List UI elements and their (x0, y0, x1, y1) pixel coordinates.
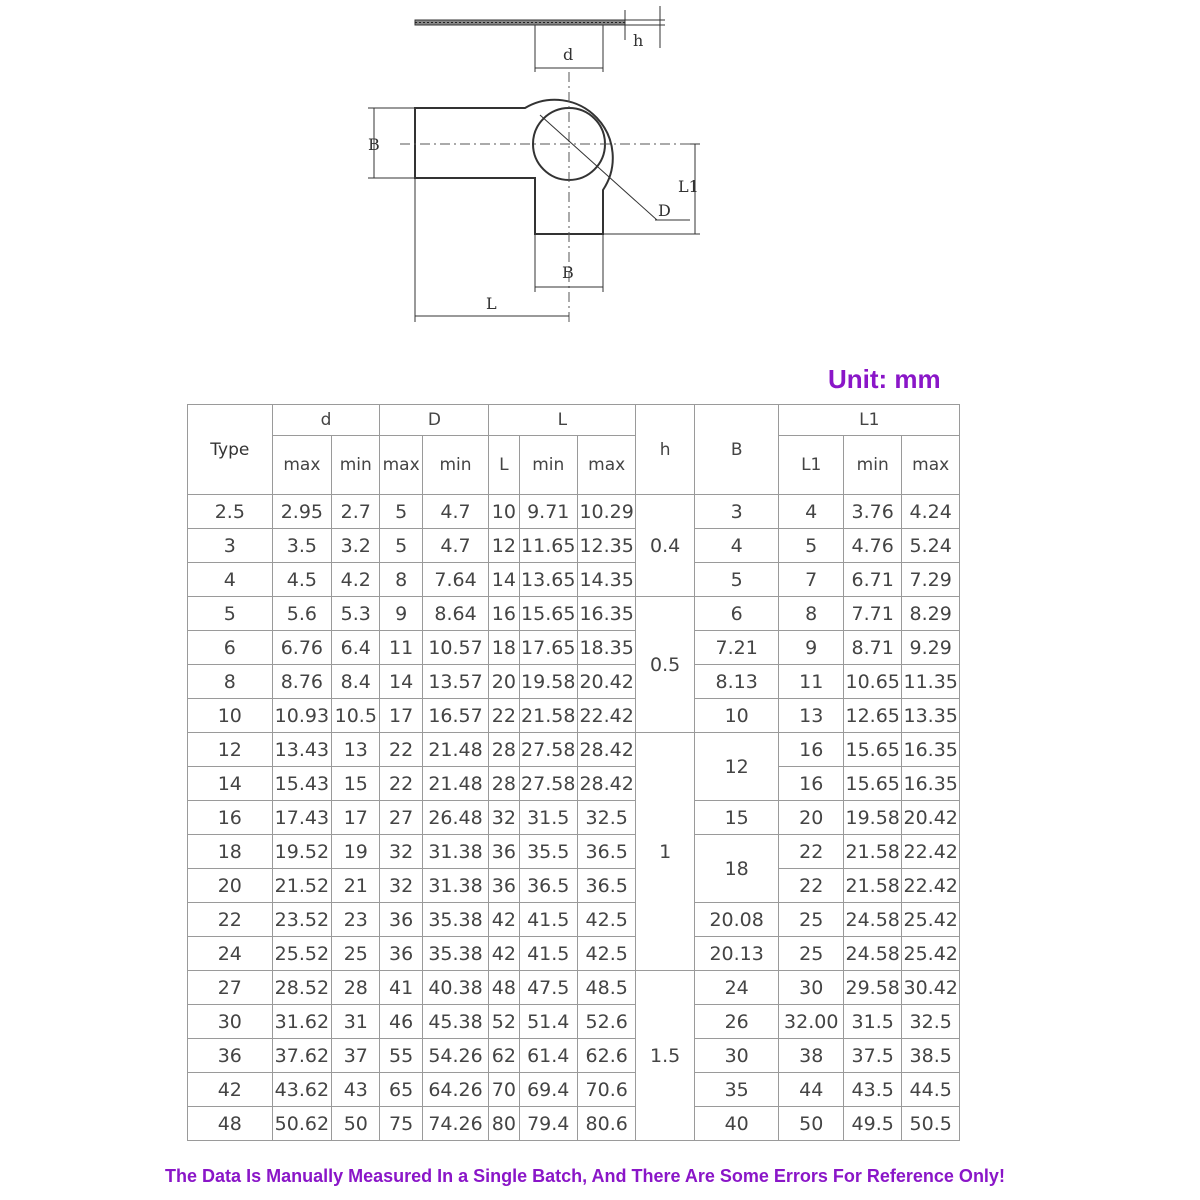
cell-D-min: 31.38 (422, 835, 489, 869)
cell-L1-min: 4.76 (843, 529, 901, 563)
subheader-d-max: max (272, 436, 331, 495)
cell-L1: 44 (779, 1073, 843, 1107)
cell-L: 12 (489, 529, 519, 563)
table-row (188, 801, 960, 835)
cell-L1-min: 21.58 (843, 835, 901, 869)
cell-L-max: 32.5 (577, 801, 635, 835)
cell-L1-max: 4.24 (902, 495, 960, 529)
cell-L1-max: 25.42 (902, 903, 960, 937)
cell-type: 20 (188, 869, 273, 903)
D-leader (540, 115, 657, 220)
subheader-D-max: max (380, 436, 422, 495)
header-h: h (636, 405, 694, 495)
cell-L-min: 69.4 (519, 1073, 577, 1107)
cell-L: 62 (489, 1039, 519, 1073)
cell-d-max: 23.52 (272, 903, 331, 937)
cell-L1: 20 (779, 801, 843, 835)
footer-note: The Data Is Manually Measured In a Single Batch, And There Are Some Errors For Reference Only! (165, 1166, 1005, 1186)
cell-L1-min: 24.58 (843, 937, 901, 971)
cell-D-max: 22 (380, 767, 422, 801)
cell-L-max: 14.35 (577, 563, 635, 597)
cell-d-min: 50 (332, 1107, 380, 1141)
cell-L1-max: 8.29 (902, 597, 960, 631)
subheader-L1-L1: L1 (779, 436, 843, 495)
cell-d-min: 6.4 (332, 631, 380, 665)
cell-d-max: 43.62 (272, 1073, 331, 1107)
cell-D-min: 8.64 (422, 597, 489, 631)
cell-L-min: 35.5 (519, 835, 577, 869)
cell-L-min: 9.71 (519, 495, 577, 529)
cell-d-max: 2.95 (272, 495, 331, 529)
cell-d-max: 4.5 (272, 563, 331, 597)
cell-L1: 32.00 (779, 1005, 843, 1039)
cell-B: 30 (694, 1039, 779, 1073)
cell-B: 12 (694, 733, 779, 801)
header-row-subs (188, 436, 960, 495)
table-row (188, 699, 960, 733)
cell-L-min: 15.65 (519, 597, 577, 631)
cell-D-max: 9 (380, 597, 422, 631)
cell-d-min: 37 (332, 1039, 380, 1073)
cell-L: 80 (489, 1107, 519, 1141)
cell-type: 5 (188, 597, 273, 631)
cell-B: 20.08 (694, 903, 779, 937)
cell-L1-max: 20.42 (902, 801, 960, 835)
washer-dimension-diagram (0, 0, 1200, 350)
cell-d-min: 13 (332, 733, 380, 767)
cell-B: 5 (694, 563, 779, 597)
cell-L-min: 17.65 (519, 631, 577, 665)
cell-L1-max: 5.24 (902, 529, 960, 563)
cell-L: 20 (489, 665, 519, 699)
cell-B: 3 (694, 495, 779, 529)
cell-D-min: 31.38 (422, 869, 489, 903)
table-row (188, 869, 960, 903)
cell-type: 22 (188, 903, 273, 937)
label-B-left: B (368, 135, 380, 154)
cell-D-max: 55 (380, 1039, 422, 1073)
table-row (188, 665, 960, 699)
label-L: L (486, 294, 497, 313)
cell-D-min: 16.57 (422, 699, 489, 733)
cell-D-max: 17 (380, 699, 422, 733)
cell-L1: 22 (779, 869, 843, 903)
table-row (188, 563, 960, 597)
table-row (188, 495, 960, 529)
cell-L-max: 48.5 (577, 971, 635, 1005)
cell-L1: 4 (779, 495, 843, 529)
cell-L-min: 31.5 (519, 801, 577, 835)
cell-L1-max: 9.29 (902, 631, 960, 665)
cell-D-max: 32 (380, 869, 422, 903)
cell-L1: 22 (779, 835, 843, 869)
cell-L1-min: 10.65 (843, 665, 901, 699)
cell-d-max: 13.43 (272, 733, 331, 767)
cell-D-max: 65 (380, 1073, 422, 1107)
cell-L-min: 41.5 (519, 937, 577, 971)
table-row (188, 1073, 960, 1107)
cell-L1-min: 31.5 (843, 1005, 901, 1039)
cell-D-min: 45.38 (422, 1005, 489, 1039)
cell-L1-min: 7.71 (843, 597, 901, 631)
cell-L1-max: 44.5 (902, 1073, 960, 1107)
cell-L1: 7 (779, 563, 843, 597)
cell-D-max: 14 (380, 665, 422, 699)
unit-label: Unit: mm (828, 364, 941, 394)
cell-B: 15 (694, 801, 779, 835)
cell-d-min: 17 (332, 801, 380, 835)
cell-d-max: 10.93 (272, 699, 331, 733)
cell-d-max: 15.43 (272, 767, 331, 801)
cell-d-max: 21.52 (272, 869, 331, 903)
cell-B: 24 (694, 971, 779, 1005)
cell-B: 6 (694, 597, 779, 631)
spec-table-body (188, 495, 960, 1141)
cell-B: 40 (694, 1107, 779, 1141)
cell-L1: 11 (779, 665, 843, 699)
cell-d-min: 31 (332, 1005, 380, 1039)
cell-L-min: 27.58 (519, 733, 577, 767)
cell-L: 22 (489, 699, 519, 733)
cell-D-max: 41 (380, 971, 422, 1005)
cell-d-min: 19 (332, 835, 380, 869)
cell-B: 20.13 (694, 937, 779, 971)
cell-d-max: 37.62 (272, 1039, 331, 1073)
table-row (188, 631, 960, 665)
cell-L1-min: 43.5 (843, 1073, 901, 1107)
cell-L: 42 (489, 937, 519, 971)
cell-L1-min: 3.76 (843, 495, 901, 529)
cell-D-max: 5 (380, 495, 422, 529)
cell-type: 30 (188, 1005, 273, 1039)
cell-D-max: 36 (380, 903, 422, 937)
cell-type: 2.5 (188, 495, 273, 529)
cell-D-min: 7.64 (422, 563, 489, 597)
cell-L: 14 (489, 563, 519, 597)
cell-D-max: 5 (380, 529, 422, 563)
cell-d-min: 10.5 (332, 699, 380, 733)
cell-L: 52 (489, 1005, 519, 1039)
cell-L-max: 70.6 (577, 1073, 635, 1107)
cell-L-max: 80.6 (577, 1107, 635, 1141)
cell-d-min: 23 (332, 903, 380, 937)
cell-L1-max: 16.35 (902, 767, 960, 801)
cell-L-max: 20.42 (577, 665, 635, 699)
cell-L: 42 (489, 903, 519, 937)
cell-type: 18 (188, 835, 273, 869)
cell-L: 16 (489, 597, 519, 631)
cell-D-min: 54.26 (422, 1039, 489, 1073)
cell-L: 36 (489, 869, 519, 903)
cell-L-min: 11.65 (519, 529, 577, 563)
cell-L1: 25 (779, 903, 843, 937)
table-row (188, 733, 960, 767)
table-row (188, 767, 960, 801)
cell-type: 48 (188, 1107, 273, 1141)
cell-D-min: 21.48 (422, 767, 489, 801)
cell-D-min: 13.57 (422, 665, 489, 699)
header-row-groups (188, 405, 960, 436)
cell-D-min: 26.48 (422, 801, 489, 835)
cell-d-min: 43 (332, 1073, 380, 1107)
header-L: L (489, 405, 636, 436)
table-row (188, 903, 960, 937)
cell-L1-min: 8.71 (843, 631, 901, 665)
header-D: D (380, 405, 489, 436)
cell-L-max: 42.5 (577, 937, 635, 971)
cell-D-max: 22 (380, 733, 422, 767)
cell-d-min: 5.3 (332, 597, 380, 631)
cell-L-min: 19.58 (519, 665, 577, 699)
table-row (188, 971, 960, 1005)
cell-B: 18 (694, 835, 779, 903)
subheader-L-min: min (519, 436, 577, 495)
cell-D-max: 46 (380, 1005, 422, 1039)
cell-L-min: 61.4 (519, 1039, 577, 1073)
cell-type: 3 (188, 529, 273, 563)
cell-L1-max: 22.42 (902, 835, 960, 869)
cell-h: 1 (636, 733, 694, 971)
table-row (188, 1005, 960, 1039)
cell-L-min: 41.5 (519, 903, 577, 937)
cell-d-min: 28 (332, 971, 380, 1005)
cell-L1: 50 (779, 1107, 843, 1141)
cell-d-max: 3.5 (272, 529, 331, 563)
cell-D-max: 32 (380, 835, 422, 869)
subheader-L-max: max (577, 436, 635, 495)
cell-L1: 38 (779, 1039, 843, 1073)
cell-d-min: 15 (332, 767, 380, 801)
cell-L-min: 79.4 (519, 1107, 577, 1141)
cell-L1-max: 50.5 (902, 1107, 960, 1141)
cell-L1: 9 (779, 631, 843, 665)
cell-L1: 5 (779, 529, 843, 563)
cell-L1-max: 30.42 (902, 971, 960, 1005)
cell-type: 27 (188, 971, 273, 1005)
cell-L-max: 28.42 (577, 733, 635, 767)
cell-L1: 30 (779, 971, 843, 1005)
cell-L1-max: 32.5 (902, 1005, 960, 1039)
cell-type: 4 (188, 563, 273, 597)
cell-D-min: 40.38 (422, 971, 489, 1005)
header-B: B (694, 405, 779, 495)
cell-L-max: 18.35 (577, 631, 635, 665)
cell-L1-max: 7.29 (902, 563, 960, 597)
subheader-d-min: min (332, 436, 380, 495)
cell-D-min: 74.26 (422, 1107, 489, 1141)
cell-B: 10 (694, 699, 779, 733)
cell-L-max: 36.5 (577, 835, 635, 869)
header-L1: L1 (779, 405, 960, 436)
cell-type: 6 (188, 631, 273, 665)
cell-d-min: 2.7 (332, 495, 380, 529)
cell-L: 36 (489, 835, 519, 869)
subheader-L1-max: max (902, 436, 960, 495)
cell-L1-max: 38.5 (902, 1039, 960, 1073)
cell-d-max: 28.52 (272, 971, 331, 1005)
cell-d-max: 50.62 (272, 1107, 331, 1141)
cell-L1-min: 37.5 (843, 1039, 901, 1073)
cell-D-max: 11 (380, 631, 422, 665)
cell-type: 14 (188, 767, 273, 801)
cell-h: 0.4 (636, 495, 694, 597)
subheader-L-L: L (489, 436, 519, 495)
cell-d-max: 8.76 (272, 665, 331, 699)
cell-type: 8 (188, 665, 273, 699)
cell-type: 36 (188, 1039, 273, 1073)
label-L1: L1 (678, 177, 699, 196)
table-row (188, 835, 960, 869)
subheader-L1-min: min (843, 436, 901, 495)
label-B-bottom: B (562, 263, 574, 282)
cell-d-max: 19.52 (272, 835, 331, 869)
label-D: D (658, 201, 671, 220)
cell-D-min: 21.48 (422, 733, 489, 767)
cell-D-max: 75 (380, 1107, 422, 1141)
cell-L-max: 10.29 (577, 495, 635, 529)
cell-d-max: 17.43 (272, 801, 331, 835)
cell-L-max: 42.5 (577, 903, 635, 937)
cell-d-max: 25.52 (272, 937, 331, 971)
header-type: Type (188, 405, 273, 495)
cell-D-max: 36 (380, 937, 422, 971)
cell-L1-min: 49.5 (843, 1107, 901, 1141)
cell-L1: 13 (779, 699, 843, 733)
cell-L1-min: 15.65 (843, 767, 901, 801)
cell-type: 24 (188, 937, 273, 971)
cell-L1-min: 12.65 (843, 699, 901, 733)
cell-L1: 25 (779, 937, 843, 971)
cell-d-max: 31.62 (272, 1005, 331, 1039)
cell-d-max: 6.76 (272, 631, 331, 665)
cell-L-min: 27.58 (519, 767, 577, 801)
cell-L-max: 22.42 (577, 699, 635, 733)
label-h: h (633, 31, 644, 50)
header-d: d (272, 405, 380, 436)
cell-L1-max: 25.42 (902, 937, 960, 971)
cell-d-min: 8.4 (332, 665, 380, 699)
cell-L: 28 (489, 767, 519, 801)
cell-L-max: 36.5 (577, 869, 635, 903)
cell-L1-max: 13.35 (902, 699, 960, 733)
cell-L1: 16 (779, 733, 843, 767)
table-row (188, 937, 960, 971)
cell-d-max: 5.6 (272, 597, 331, 631)
cell-B: 26 (694, 1005, 779, 1039)
cell-D-min: 4.7 (422, 529, 489, 563)
cell-L-min: 51.4 (519, 1005, 577, 1039)
cell-h: 0.5 (636, 597, 694, 733)
cell-B: 4 (694, 529, 779, 563)
cell-type: 42 (188, 1073, 273, 1107)
cell-L-min: 36.5 (519, 869, 577, 903)
cell-L: 28 (489, 733, 519, 767)
cell-L: 70 (489, 1073, 519, 1107)
label-d: d (563, 45, 574, 64)
cell-L1-min: 6.71 (843, 563, 901, 597)
subheader-D-min: min (422, 436, 489, 495)
cell-L1: 16 (779, 767, 843, 801)
cell-L-max: 52.6 (577, 1005, 635, 1039)
cell-L-min: 47.5 (519, 971, 577, 1005)
cell-L1: 8 (779, 597, 843, 631)
cell-D-max: 27 (380, 801, 422, 835)
table-row (188, 597, 960, 631)
cell-L-max: 62.6 (577, 1039, 635, 1073)
cell-L: 48 (489, 971, 519, 1005)
cell-L1-max: 16.35 (902, 733, 960, 767)
cell-B: 35 (694, 1073, 779, 1107)
washer-outline (415, 100, 613, 234)
cell-L1-min: 24.58 (843, 903, 901, 937)
cell-D-min: 35.38 (422, 903, 489, 937)
cell-D-min: 35.38 (422, 937, 489, 971)
cell-d-min: 21 (332, 869, 380, 903)
cell-D-min: 4.7 (422, 495, 489, 529)
cell-L1-max: 11.35 (902, 665, 960, 699)
cell-L1-min: 21.58 (843, 869, 901, 903)
table-row (188, 1039, 960, 1073)
cell-L-min: 21.58 (519, 699, 577, 733)
cell-L1-min: 19.58 (843, 801, 901, 835)
cell-d-min: 3.2 (332, 529, 380, 563)
cell-L-max: 28.42 (577, 767, 635, 801)
cell-L1-min: 29.58 (843, 971, 901, 1005)
cell-D-max: 8 (380, 563, 422, 597)
cell-L1-min: 15.65 (843, 733, 901, 767)
cell-D-min: 10.57 (422, 631, 489, 665)
cell-d-min: 4.2 (332, 563, 380, 597)
cell-L1-max: 22.42 (902, 869, 960, 903)
cell-L: 18 (489, 631, 519, 665)
cell-B: 8.13 (694, 665, 779, 699)
cell-L: 32 (489, 801, 519, 835)
cell-type: 10 (188, 699, 273, 733)
cell-B: 7.21 (694, 631, 779, 665)
spec-table (187, 404, 960, 1141)
cell-L: 10 (489, 495, 519, 529)
cell-L-min: 13.65 (519, 563, 577, 597)
cell-h: 1.5 (636, 971, 694, 1141)
cell-type: 16 (188, 801, 273, 835)
side-view (415, 6, 665, 48)
cell-L-max: 16.35 (577, 597, 635, 631)
cell-type: 12 (188, 733, 273, 767)
table-row (188, 529, 960, 563)
table-row (188, 1107, 960, 1141)
cell-L-max: 12.35 (577, 529, 635, 563)
cell-D-min: 64.26 (422, 1073, 489, 1107)
cell-d-min: 25 (332, 937, 380, 971)
